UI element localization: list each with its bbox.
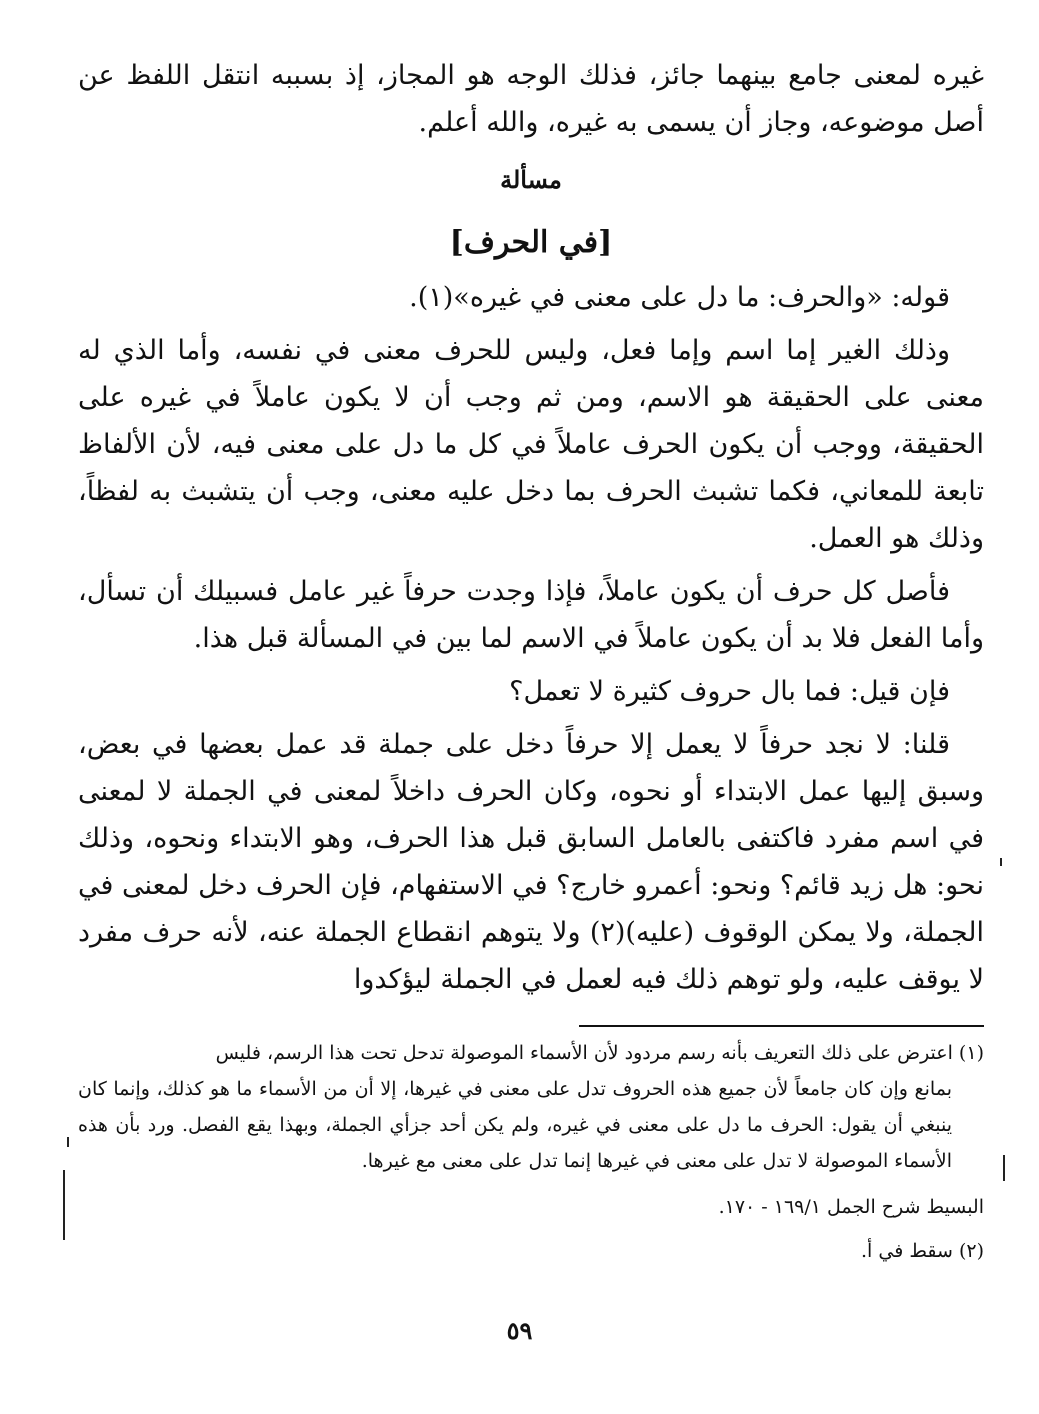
margin-scan-mark [63, 1170, 65, 1240]
paragraph-quote: قوله: «والحرف: ما دل على معنى في غيره»(١). [409, 282, 950, 313]
main-text-column [78, 52, 984, 1003]
footnotes-block [78, 1035, 984, 1269]
section-heading-masala: مسألة [500, 165, 562, 194]
paragraph-continuation: غيره لمعنى جامع بينهما جائز، فذلك الوجه هو المجاز، إذ بسببه انتقل اللفظ عن أصل موضوعه، وجاز أن يسمى به غيره، والله أعلم. [78, 60, 984, 138]
page-number: ٥٩ [506, 1316, 533, 1345]
paragraph-explanation: وذلك الغير إما اسم وإما فعل، وليس للحرف معنى في نفسه، وأما الذي له معنى على الحقيقة هو الاسم، ومن ثم وجب أن لا يكون عاملاً في غيره على الحقيقة، ووجب أن يكون الحرف عاملاً في كل ما دل على معنى فيه، لأن الألفاظ تابعة للمعاني، فكما تشبث الحرف بما دخل عليه معنى، وجب أن يتشبث به لفظاً، وذلك هو العمل. [78, 335, 984, 554]
paragraph-answer: قلنا: لا نجد حرفاً لا يعمل إلا حرفاً دخل على جملة قد عمل بعضها في بعض، وسبق إليها عمل الابتداء أو نحوه، وكان الحرف داخلاً لمعنى في الجملة لا لمعنى في اسم مفرد فاكتفى بالعامل السابق قبل هذا الحرف، وهو الابتداء ونحوه، وذلك نحو: هل زيد قائم؟ ونحو: أعمرو خارج؟ في الاستفهام، فإن الحرف دخل لمعنى في الجملة، ولا يمكن الوقوف (عليه)(٢) ولا يتوهم انقطاع الجملة عنه، لأنه حرف مفرد لا يوقف عليه، ولو توهم ذلك فيه لعمل في الجملة ليؤكدوا [78, 729, 984, 995]
section-subheading-harf: [في الحرف] [449, 225, 613, 260]
footnote-2: (٢) سقط في أ. [861, 1240, 984, 1262]
margin-scan-mark [67, 1137, 69, 1147]
margin-scan-mark [1003, 1155, 1005, 1181]
footnote-1-continuation: بمانع وإن كان جامعاً لأن جميع هذه الحروف تدل على معنى في غيرها، إلا أن من الأسماء ما هو كذلك، وإنما كان ينبغي أن يقول: الحرف ما دل على معنى في غيره، ولم يكن أحد جزأي الجملة، وبهذا يقع الفصل. ورد بأن هذه الأسماء الموصولة لا تدل على معنى في غيرها إنما تدل على معنى مع غيرها. [78, 1078, 952, 1172]
paragraph-principle: فأصل كل حرف أن يكون عاملاً، فإذا وجدت حرفاً غير عامل فسبيلك أن تسأل، وأما الفعل فلا بد أن يكون عاملاً في الاسم لما بين في المسألة قبل هذا. [78, 576, 984, 654]
footnote-1-first-line: (١) اعترض على ذلك التعريف بأنه رسم مردود لأن الأسماء الموصولة تدحل تحت هذا الرسم، فليس [215, 1042, 984, 1064]
paragraph-question: فإن قيل: فما بال حروف كثيرة لا تعمل؟ [509, 676, 950, 707]
footnote-separator [579, 1025, 984, 1027]
footnote-1-source: البسيط شرح الجمل ١٦٩/١ - ١٧٠. [718, 1196, 984, 1218]
margin-scan-mark [1000, 858, 1002, 866]
